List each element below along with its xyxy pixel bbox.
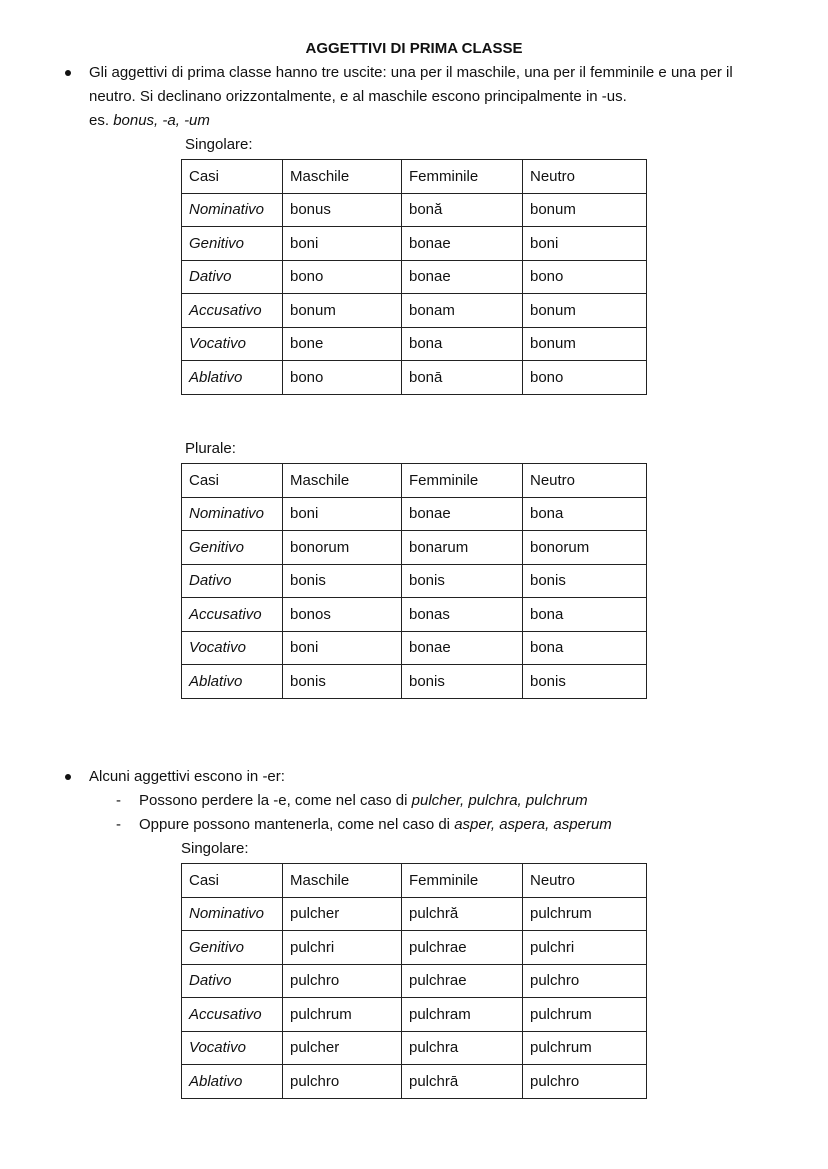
form-cell: bonis	[402, 564, 523, 598]
table-row	[182, 598, 647, 632]
declension-table-er-singular	[181, 863, 647, 1099]
column-header: Neutro	[523, 864, 647, 898]
column-header: Casi	[182, 464, 283, 498]
table-row	[182, 497, 647, 531]
form-cell: bonae	[402, 497, 523, 531]
form-cell: bonā	[402, 361, 523, 395]
form-cell: bonus	[283, 193, 402, 227]
table-row	[182, 327, 647, 361]
form-cell: pulchră	[402, 897, 523, 931]
case-name-cell: Nominativo	[182, 497, 283, 531]
table-row	[182, 227, 647, 261]
list-item-text: Oppure possono mantenerla, come nel caso di	[139, 816, 455, 833]
table-row	[182, 998, 647, 1032]
list-item-text: Possono perdere la -e, come nel caso di	[139, 792, 412, 809]
form-cell: bona	[523, 631, 647, 665]
page-title: AGGETTIVI DI PRIMA CLASSE	[305, 40, 523, 57]
list-item	[139, 791, 588, 811]
case-name-cell: Dativo	[182, 564, 283, 598]
form-cell: bono	[523, 260, 647, 294]
form-cell: pulchrae	[402, 964, 523, 998]
case-name-cell: Accusativo	[182, 598, 283, 632]
form-cell: bona	[402, 327, 523, 361]
example-line	[89, 111, 210, 131]
form-cell: pulcher	[283, 1031, 402, 1065]
form-cell: bonarum	[402, 531, 523, 565]
case-name-cell: Vocativo	[182, 631, 283, 665]
form-cell: pulchra	[402, 1031, 523, 1065]
case-name-cell: Vocativo	[182, 1031, 283, 1065]
form-cell: pulcher	[283, 897, 402, 931]
table-row	[182, 361, 647, 395]
dash-icon: -	[116, 792, 121, 809]
dash-icon: -	[116, 816, 121, 833]
singular-label: Singolare:	[185, 136, 253, 153]
column-header: Neutro	[523, 160, 647, 194]
column-header: Casi	[182, 160, 283, 194]
form-cell: bonis	[523, 665, 647, 699]
form-cell: bonis	[283, 665, 402, 699]
form-cell: bonum	[283, 294, 402, 328]
form-cell: bonae	[402, 631, 523, 665]
form-cell: bonorum	[523, 531, 647, 565]
form-cell: boni	[523, 227, 647, 261]
declension-table-plural	[181, 463, 647, 699]
form-cell: boni	[283, 497, 402, 531]
singular-label: Singolare:	[181, 840, 249, 857]
case-name-cell: Genitivo	[182, 227, 283, 261]
table-row	[182, 931, 647, 965]
column-header: Femminile	[402, 160, 523, 194]
paragraph-line: Gli aggettivi di prima classe hanno tre uscite: una per il maschile, una per il femminile e una per il	[89, 64, 733, 81]
table-header-row	[182, 864, 647, 898]
case-name-cell: Ablativo	[182, 1065, 283, 1099]
form-cell: pulchrum	[523, 1031, 647, 1065]
form-cell: bone	[283, 327, 402, 361]
table-row	[182, 897, 647, 931]
form-cell: bonum	[523, 193, 647, 227]
case-name-cell: Ablativo	[182, 361, 283, 395]
bullet-icon	[65, 774, 71, 780]
case-name-cell: Genitivo	[182, 931, 283, 965]
table-row	[182, 564, 647, 598]
table-row	[182, 1031, 647, 1065]
form-cell: bonae	[402, 260, 523, 294]
column-header: Neutro	[523, 464, 647, 498]
table-row	[182, 260, 647, 294]
column-header: Maschile	[283, 464, 402, 498]
form-cell: bonis	[402, 665, 523, 699]
case-name-cell: Vocativo	[182, 327, 283, 361]
form-cell: bonam	[402, 294, 523, 328]
table-row	[182, 665, 647, 699]
column-header: Femminile	[402, 864, 523, 898]
table-row	[182, 631, 647, 665]
example-prefix: es.	[89, 112, 114, 129]
column-header: Femminile	[402, 464, 523, 498]
form-cell: bono	[283, 260, 402, 294]
form-cell: bona	[523, 598, 647, 632]
list-item-example: pulcher, pulchra, pulchrum	[411, 792, 588, 809]
form-cell: boni	[283, 631, 402, 665]
column-header: Casi	[182, 864, 283, 898]
form-cell: bona	[523, 497, 647, 531]
case-name-cell: Accusativo	[182, 998, 283, 1032]
form-cell: bonum	[523, 327, 647, 361]
form-cell: bonum	[523, 294, 647, 328]
plural-label: Plurale:	[185, 440, 236, 457]
case-name-cell: Dativo	[182, 260, 283, 294]
form-cell: pulchri	[283, 931, 402, 965]
form-cell: bonis	[283, 564, 402, 598]
form-cell: bonas	[402, 598, 523, 632]
case-name-cell: Genitivo	[182, 531, 283, 565]
table-row	[182, 1065, 647, 1099]
table-row	[182, 964, 647, 998]
table-row	[182, 193, 647, 227]
form-cell: pulchro	[283, 964, 402, 998]
table-header-row	[182, 464, 647, 498]
form-cell: pulchrā	[402, 1065, 523, 1099]
paragraph-line: Alcuni aggettivi escono in -er:	[89, 768, 285, 785]
list-item	[139, 815, 612, 835]
case-name-cell: Nominativo	[182, 193, 283, 227]
form-cell: pulchri	[523, 931, 647, 965]
table-row	[182, 531, 647, 565]
column-header: Maschile	[283, 160, 402, 194]
form-cell: bonae	[402, 227, 523, 261]
form-cell: pulchro	[523, 964, 647, 998]
case-name-cell: Accusativo	[182, 294, 283, 328]
form-cell: bono	[523, 361, 647, 395]
example-text: bonus, -a, -um	[113, 112, 210, 129]
form-cell: pulchrum	[523, 897, 647, 931]
case-name-cell: Dativo	[182, 964, 283, 998]
table-header-row	[182, 160, 647, 194]
table-row	[182, 294, 647, 328]
bullet-icon	[65, 70, 71, 76]
declension-table-singular	[181, 159, 647, 395]
paragraph-line: neutro. Si declinano orizzontalmente, e al maschile escono principalmente in -us.	[89, 88, 627, 105]
form-cell: pulchrum	[283, 998, 402, 1032]
list-item-example: asper, aspera, asperum	[454, 816, 612, 833]
column-header: Maschile	[283, 864, 402, 898]
form-cell: pulchrae	[402, 931, 523, 965]
form-cell: boni	[283, 227, 402, 261]
form-cell: pulchrum	[523, 998, 647, 1032]
form-cell: pulchram	[402, 998, 523, 1032]
case-name-cell: Nominativo	[182, 897, 283, 931]
form-cell: bonă	[402, 193, 523, 227]
form-cell: bonorum	[283, 531, 402, 565]
form-cell: pulchro	[283, 1065, 402, 1099]
form-cell: bonos	[283, 598, 402, 632]
form-cell: bonis	[523, 564, 647, 598]
form-cell: bono	[283, 361, 402, 395]
case-name-cell: Ablativo	[182, 665, 283, 699]
form-cell: pulchro	[523, 1065, 647, 1099]
